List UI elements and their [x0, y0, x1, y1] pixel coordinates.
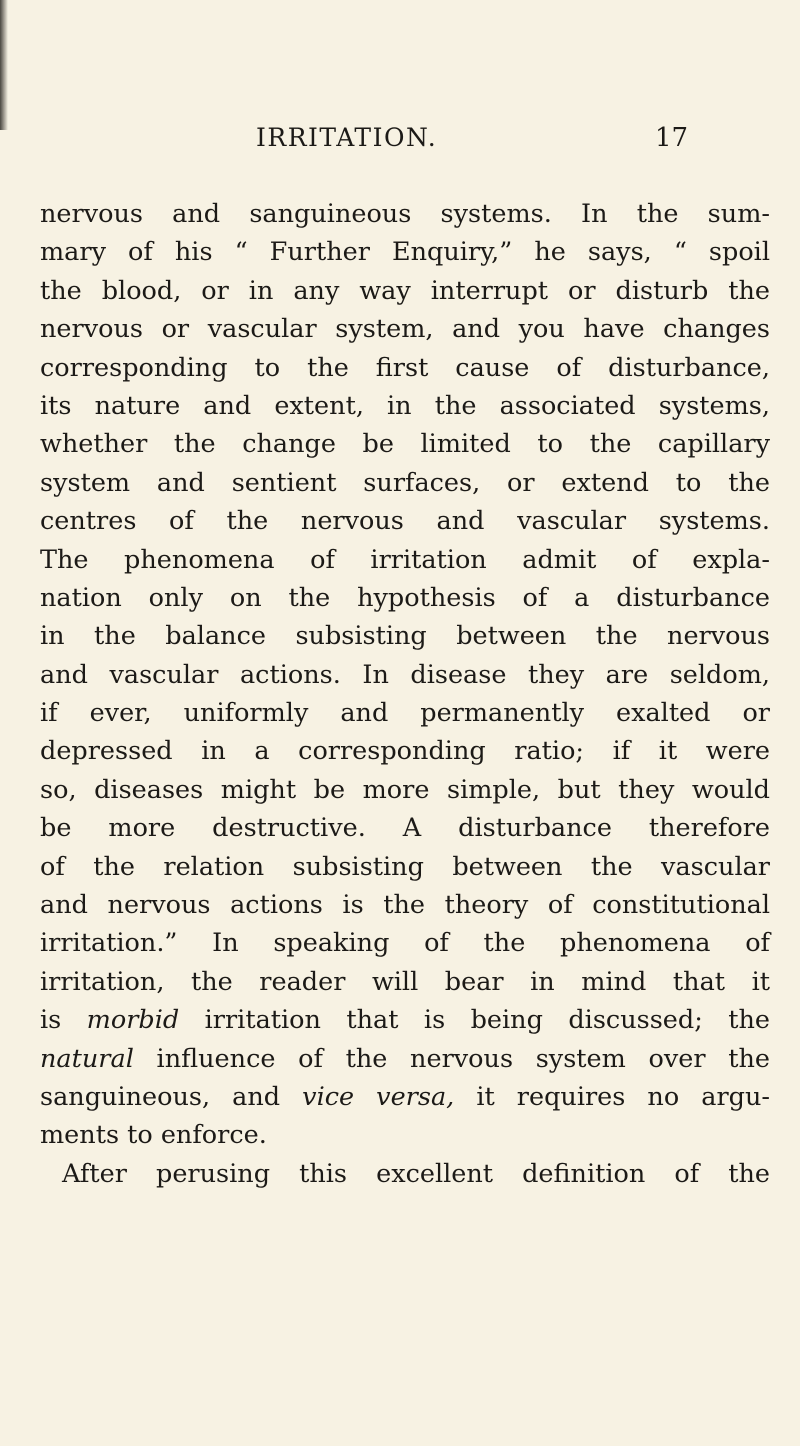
text-line: ments to enforce.: [40, 1120, 267, 1151]
text-line: corresponding to the first cause of disturbance,: [40, 352, 770, 383]
text-line: nation only on the hypothesis of a disturbance: [40, 582, 770, 613]
text-line: in the balance subsisting between the nervous: [40, 621, 770, 652]
text-line: is morbid irritation that is being discussed; the: [40, 1005, 770, 1036]
page-edge-shadow: [0, 0, 8, 130]
text-line: the blood, or in any way interrupt or disturb the: [40, 275, 770, 306]
text-line: irritation, the reader will bear in mind that it: [40, 966, 770, 997]
text-line: if ever, uniformly and permanently exalted or: [40, 698, 770, 729]
text-line: The phenomena of irritation admit of expla-: [40, 544, 770, 575]
text-line: whether the change be limited to the capillary: [40, 429, 770, 460]
running-title: IRRITATION.: [256, 123, 438, 152]
text-line: sanguineous, and vice versa, it requires no argu-: [40, 1081, 771, 1112]
text-line: its nature and extent, in the associated systems,: [40, 390, 770, 421]
text-line: centres of the nervous and vascular systems.: [40, 506, 770, 537]
text-line: nervous and sanguineous systems. In the sum-: [40, 199, 770, 229]
text-line: system and sentient surfaces, or extend to the: [40, 467, 770, 498]
text-line: so, diseases might be more simple, but they would: [40, 774, 770, 805]
body-text: [40, 195, 770, 1193]
text-line: of the relation subsisting between the vascular: [40, 851, 770, 882]
running-head: [0, 118, 800, 158]
text-line: be more destructive. A disturbance therefore: [40, 813, 770, 844]
text-line: and nervous actions is the theory of constitutional: [40, 890, 770, 921]
text-line: mary of his “ Further Enquiry,” he says, “ spoil: [40, 237, 770, 268]
text-line: depressed in a corresponding ratio; if it were: [40, 736, 770, 767]
text-line: nervous or vascular system, and you have changes: [40, 314, 770, 345]
italic-term: vice versa,: [302, 1081, 455, 1112]
italic-term: morbid: [86, 1005, 180, 1036]
italic-term: natural: [40, 1043, 134, 1074]
text-line: After perusing this excellent definition of the: [62, 1158, 770, 1189]
text-line: and vascular actions. In disease they are seldom,: [40, 659, 770, 690]
page-number: 17: [655, 123, 689, 153]
text-line: natural influence of the nervous system over the: [40, 1043, 770, 1074]
text-line: irritation.” In speaking of the phenomena of: [40, 928, 770, 959]
